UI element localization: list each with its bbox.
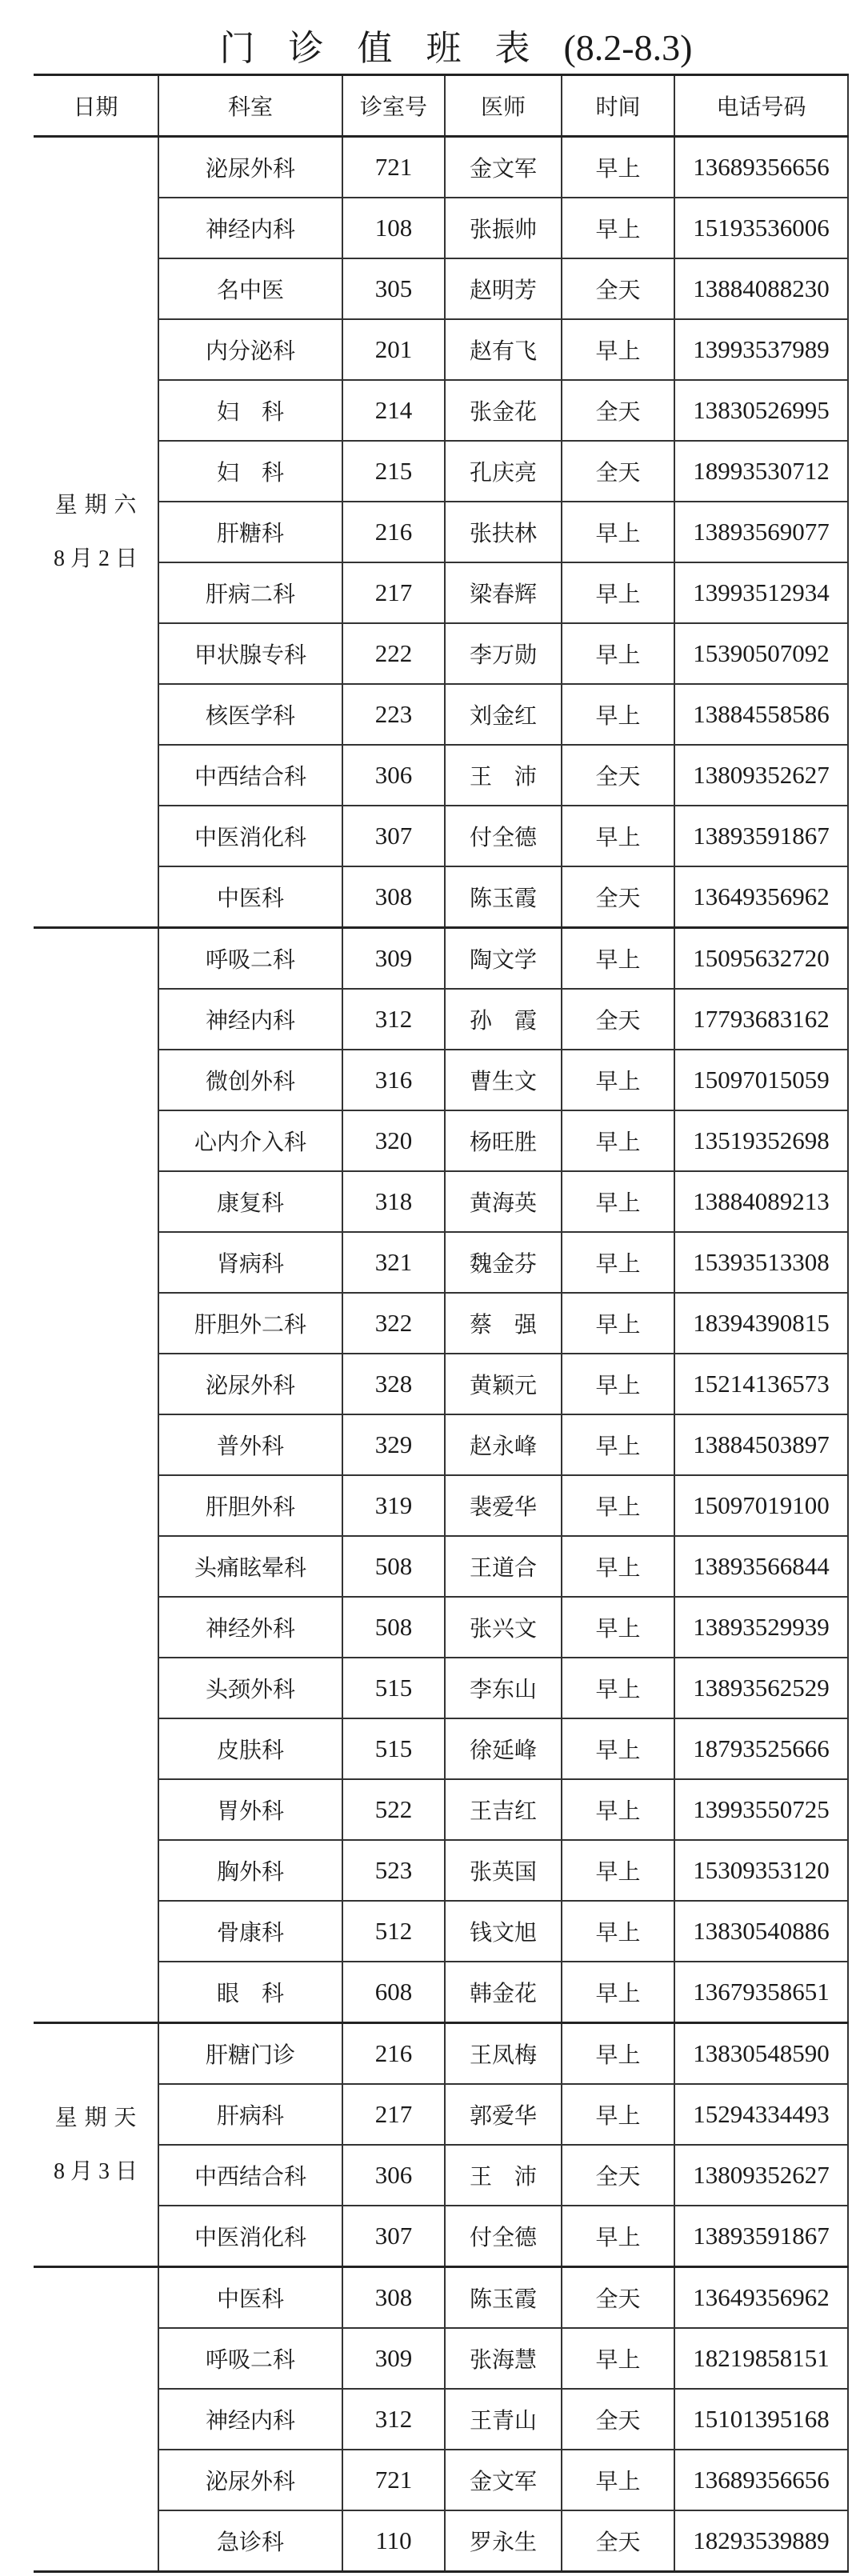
room-cell: 217 <box>342 562 445 623</box>
header-date: 日期 <box>34 75 158 137</box>
room-cell: 515 <box>342 1718 445 1779</box>
doctor-cell: 王 沛 <box>445 2145 562 2206</box>
doctor-cell: 王道合 <box>445 1536 562 1597</box>
doctor-cell: 李万勋 <box>445 623 562 684</box>
room-cell: 318 <box>342 1171 445 1232</box>
room-cell: 305 <box>342 258 445 319</box>
phone-cell: 18793525666 <box>674 1718 848 1779</box>
time-cell: 早上 <box>562 1414 674 1475</box>
room-cell: 201 <box>342 319 445 380</box>
department-cell: 名中医 <box>158 258 342 319</box>
phone-cell: 15097019100 <box>674 1475 848 1536</box>
phone-cell: 13830548590 <box>674 2023 848 2085</box>
phone-cell: 13689356656 <box>674 2450 848 2510</box>
department-cell: 急诊科 <box>158 2510 342 2572</box>
doctor-cell: 钱文旭 <box>445 1901 562 1962</box>
room-cell: 508 <box>342 1536 445 1597</box>
department-cell: 肝糖科 <box>158 502 342 562</box>
doctor-cell: 陈玉霞 <box>445 2267 562 2329</box>
time-cell: 早上 <box>562 1597 674 1658</box>
phone-cell: 15390507092 <box>674 623 848 684</box>
phone-cell: 13884558586 <box>674 684 848 745</box>
header-doctor: 医师 <box>445 75 562 137</box>
department-cell: 康复科 <box>158 1171 342 1232</box>
room-cell: 309 <box>342 2328 445 2389</box>
department-cell: 眼 科 <box>158 1962 342 2023</box>
time-cell: 全天 <box>562 2145 674 2206</box>
phone-cell: 13993512934 <box>674 562 848 623</box>
department-cell: 中西结合科 <box>158 2145 342 2206</box>
room-cell: 312 <box>342 989 445 1050</box>
room-cell: 316 <box>342 1050 445 1110</box>
doctor-cell: 王 沛 <box>445 745 562 806</box>
room-cell: 721 <box>342 137 445 198</box>
header-row <box>34 75 848 137</box>
room-cell: 508 <box>342 1597 445 1658</box>
phone-cell: 13809352627 <box>674 745 848 806</box>
room-cell: 215 <box>342 441 445 502</box>
phone-cell: 13993537989 <box>674 319 848 380</box>
phone-cell: 13893562529 <box>674 1658 848 1718</box>
doctor-cell: 黄颖元 <box>445 1354 562 1414</box>
department-cell: 肝病二科 <box>158 562 342 623</box>
doctor-cell: 杨旺胜 <box>445 1110 562 1171</box>
weekday-label: 星 期 六 <box>54 491 137 518</box>
phone-cell: 18394390815 <box>674 1293 848 1354</box>
room-cell: 608 <box>342 1962 445 2023</box>
phone-cell: 13679358651 <box>674 1962 848 2023</box>
room-cell: 312 <box>342 2389 445 2450</box>
time-cell: 早上 <box>562 2206 674 2267</box>
doctor-cell: 孔庆亮 <box>445 441 562 502</box>
room-cell: 108 <box>342 198 445 258</box>
phone-cell: 13884089213 <box>674 1171 848 1232</box>
department-cell: 神经外科 <box>158 1597 342 1658</box>
date-label: 8 月 2 日 <box>53 546 138 571</box>
room-cell: 216 <box>342 2023 445 2085</box>
time-cell: 早上 <box>562 623 674 684</box>
doctor-cell: 张金花 <box>445 380 562 441</box>
department-cell: 肝糖门诊 <box>158 2023 342 2085</box>
time-cell: 早上 <box>562 137 674 198</box>
room-cell: 307 <box>342 806 445 866</box>
doctor-cell: 赵永峰 <box>445 1414 562 1475</box>
room-cell: 308 <box>342 2267 445 2329</box>
phone-cell: 13809352627 <box>674 2145 848 2206</box>
page-title <box>0 22 864 74</box>
time-cell: 早上 <box>562 1110 674 1171</box>
header-phone: 电话号码 <box>674 75 848 137</box>
phone-cell: 13689356656 <box>674 137 848 198</box>
phone-cell: 13993550725 <box>674 1779 848 1840</box>
phone-cell: 15097015059 <box>674 1050 848 1110</box>
phone-cell: 15095632720 <box>674 928 848 990</box>
department-cell: 肝胆外科 <box>158 1475 342 1536</box>
time-cell: 早上 <box>562 1840 674 1901</box>
doctor-cell: 刘金红 <box>445 684 562 745</box>
time-cell: 早上 <box>562 1962 674 2023</box>
department-cell: 肾病科 <box>158 1232 342 1293</box>
department-cell: 胸外科 <box>158 1840 342 1901</box>
phone-cell: 15193536006 <box>674 198 848 258</box>
department-cell: 神经内科 <box>158 2389 342 2450</box>
department-cell: 核医学科 <box>158 684 342 745</box>
department-cell: 普外科 <box>158 1414 342 1475</box>
date-label: 8 月 3 日 <box>53 2159 138 2184</box>
room-cell: 223 <box>342 684 445 745</box>
phone-cell: 13649356962 <box>674 2267 848 2329</box>
phone-cell: 13884503897 <box>674 1414 848 1475</box>
room-cell: 309 <box>342 928 445 990</box>
time-cell: 全天 <box>562 380 674 441</box>
department-cell: 泌尿外科 <box>158 137 342 198</box>
time-cell: 早上 <box>562 1658 674 1718</box>
department-cell: 妇 科 <box>158 380 342 441</box>
department-cell: 头痛眩晕科 <box>158 1536 342 1597</box>
time-cell: 早上 <box>562 684 674 745</box>
room-cell: 319 <box>342 1475 445 1536</box>
date-cell <box>34 2023 158 2267</box>
room-cell: 328 <box>342 1354 445 1414</box>
phone-cell: 13649356962 <box>674 866 848 928</box>
department-cell: 内分泌科 <box>158 319 342 380</box>
doctor-cell: 韩金花 <box>445 1962 562 2023</box>
room-cell: 216 <box>342 502 445 562</box>
title-text: 门 诊 值 班 表 <box>219 28 542 69</box>
table-row <box>34 928 848 990</box>
time-cell: 早上 <box>562 319 674 380</box>
phone-cell: 13893591867 <box>674 2206 848 2267</box>
department-cell: 胃外科 <box>158 1779 342 1840</box>
phone-cell: 18993530712 <box>674 441 848 502</box>
room-cell: 217 <box>342 2084 445 2145</box>
doctor-cell: 郭爱华 <box>445 2084 562 2145</box>
department-cell: 骨康科 <box>158 1901 342 1962</box>
room-cell: 307 <box>342 2206 445 2267</box>
department-cell: 神经内科 <box>158 198 342 258</box>
table-row <box>34 137 848 198</box>
time-cell: 早上 <box>562 502 674 562</box>
department-cell: 心内介入科 <box>158 1110 342 1171</box>
time-cell: 早上 <box>562 2084 674 2145</box>
doctor-cell: 金文军 <box>445 137 562 198</box>
doctor-cell: 付全德 <box>445 806 562 866</box>
doctor-cell: 陶文学 <box>445 928 562 990</box>
time-cell: 全天 <box>562 866 674 928</box>
time-cell: 早上 <box>562 1779 674 1840</box>
department-cell: 中医科 <box>158 2267 342 2329</box>
phone-cell: 13830540886 <box>674 1901 848 1962</box>
time-cell: 早上 <box>562 806 674 866</box>
doctor-cell: 张英国 <box>445 1840 562 1901</box>
doctor-cell: 赵明芳 <box>445 258 562 319</box>
phone-cell: 18219858151 <box>674 2328 848 2389</box>
header-room: 诊室号 <box>342 75 445 137</box>
time-cell: 全天 <box>562 2267 674 2329</box>
doctor-cell: 曹生文 <box>445 1050 562 1110</box>
department-cell: 妇 科 <box>158 441 342 502</box>
department-cell: 中西结合科 <box>158 745 342 806</box>
table-row <box>34 2023 848 2085</box>
room-cell: 306 <box>342 745 445 806</box>
room-cell: 222 <box>342 623 445 684</box>
department-cell: 泌尿外科 <box>158 1354 342 1414</box>
date-cell <box>34 928 158 2023</box>
room-cell: 322 <box>342 1293 445 1354</box>
department-cell: 呼吸二科 <box>158 2328 342 2389</box>
phone-cell: 13884088230 <box>674 258 848 319</box>
time-cell: 早上 <box>562 2328 674 2389</box>
time-cell: 早上 <box>562 1232 674 1293</box>
phone-cell: 15393513308 <box>674 1232 848 1293</box>
time-cell: 全天 <box>562 441 674 502</box>
weekday-label: 星 期 天 <box>54 2104 137 2130</box>
department-cell: 微创外科 <box>158 1050 342 1110</box>
doctor-cell: 王凤梅 <box>445 2023 562 2085</box>
room-cell: 306 <box>342 2145 445 2206</box>
room-cell: 214 <box>342 380 445 441</box>
table-body <box>34 137 848 2572</box>
time-cell: 早上 <box>562 1901 674 1962</box>
time-cell: 早上 <box>562 2023 674 2085</box>
time-cell: 早上 <box>562 1171 674 1232</box>
doctor-cell: 王吉红 <box>445 1779 562 1840</box>
time-cell: 全天 <box>562 258 674 319</box>
phone-cell: 15294334493 <box>674 2084 848 2145</box>
department-cell: 甲状腺专科 <box>158 623 342 684</box>
doctor-cell: 魏金芬 <box>445 1232 562 1293</box>
doctor-cell: 金文军 <box>445 2450 562 2510</box>
doctor-cell: 付全德 <box>445 2206 562 2267</box>
room-cell: 321 <box>342 1232 445 1293</box>
time-cell: 早上 <box>562 2450 674 2510</box>
doctor-cell: 蔡 强 <box>445 1293 562 1354</box>
date-cell <box>34 137 158 928</box>
phone-cell: 15309353120 <box>674 1840 848 1901</box>
time-cell: 全天 <box>562 745 674 806</box>
duty-schedule-table <box>34 74 849 2573</box>
time-cell: 早上 <box>562 1050 674 1110</box>
header-department: 科室 <box>158 75 342 137</box>
doctor-cell: 陈玉霞 <box>445 866 562 928</box>
phone-cell: 13893529939 <box>674 1597 848 1658</box>
doctor-cell: 裴爱华 <box>445 1475 562 1536</box>
room-cell: 523 <box>342 1840 445 1901</box>
time-cell: 全天 <box>562 2510 674 2572</box>
doctor-cell: 张兴文 <box>445 1597 562 1658</box>
phone-cell: 13519352698 <box>674 1110 848 1171</box>
department-cell: 中医消化科 <box>158 2206 342 2267</box>
doctor-cell: 李东山 <box>445 1658 562 1718</box>
room-cell: 320 <box>342 1110 445 1171</box>
room-cell: 721 <box>342 2450 445 2510</box>
department-cell: 中医科 <box>158 866 342 928</box>
time-cell: 早上 <box>562 562 674 623</box>
room-cell: 522 <box>342 1779 445 1840</box>
table-row <box>34 2267 848 2329</box>
phone-cell: 13830526995 <box>674 380 848 441</box>
time-cell: 早上 <box>562 1536 674 1597</box>
department-cell: 泌尿外科 <box>158 2450 342 2510</box>
department-cell: 头颈外科 <box>158 1658 342 1718</box>
header-time: 时间 <box>562 75 674 137</box>
department-cell: 肝病科 <box>158 2084 342 2145</box>
doctor-cell: 黄海英 <box>445 1171 562 1232</box>
room-cell: 308 <box>342 866 445 928</box>
doctor-cell: 张振帅 <box>445 198 562 258</box>
department-cell: 神经内科 <box>158 989 342 1050</box>
doctor-cell: 张海慧 <box>445 2328 562 2389</box>
phone-cell: 13893569077 <box>674 502 848 562</box>
phone-cell: 15101395168 <box>674 2389 848 2450</box>
room-cell: 512 <box>342 1901 445 1962</box>
doctor-cell: 王青山 <box>445 2389 562 2450</box>
doctor-cell: 罗永生 <box>445 2510 562 2572</box>
time-cell: 早上 <box>562 1475 674 1536</box>
date-cell <box>34 2267 158 2572</box>
department-cell: 皮肤科 <box>158 1718 342 1779</box>
doctor-cell: 孙 霞 <box>445 989 562 1050</box>
time-cell: 早上 <box>562 1354 674 1414</box>
phone-cell: 17793683162 <box>674 989 848 1050</box>
room-cell: 515 <box>342 1658 445 1718</box>
time-cell: 全天 <box>562 2389 674 2450</box>
department-cell: 中医消化科 <box>158 806 342 866</box>
phone-cell: 13893566844 <box>674 1536 848 1597</box>
department-cell: 肝胆外二科 <box>158 1293 342 1354</box>
doctor-cell: 徐延峰 <box>445 1718 562 1779</box>
phone-cell: 13893591867 <box>674 806 848 866</box>
room-cell: 110 <box>342 2510 445 2572</box>
room-cell: 329 <box>342 1414 445 1475</box>
doctor-cell: 赵有飞 <box>445 319 562 380</box>
time-cell: 早上 <box>562 928 674 990</box>
title-date-range: (8.2-8.3) <box>563 27 693 68</box>
doctor-cell: 梁春辉 <box>445 562 562 623</box>
department-cell: 呼吸二科 <box>158 928 342 990</box>
time-cell: 全天 <box>562 989 674 1050</box>
time-cell: 早上 <box>562 1293 674 1354</box>
time-cell: 早上 <box>562 1718 674 1779</box>
phone-cell: 15214136573 <box>674 1354 848 1414</box>
time-cell: 早上 <box>562 198 674 258</box>
phone-cell: 18293539889 <box>674 2510 848 2572</box>
doctor-cell: 张扶林 <box>445 502 562 562</box>
